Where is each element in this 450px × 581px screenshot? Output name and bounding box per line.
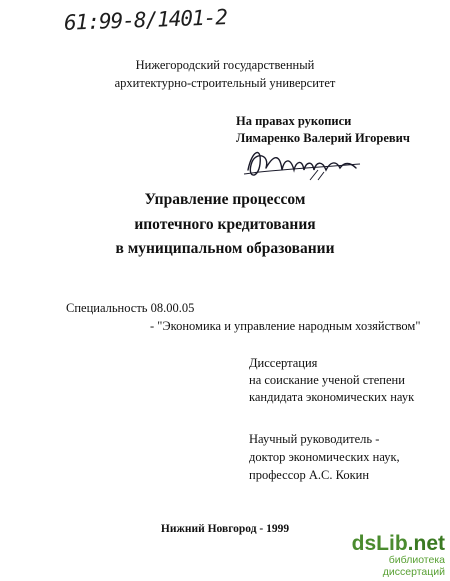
- specialty-code: Специальность 08.00.05: [66, 301, 195, 315]
- degree-line1: на соискание ученой степени: [249, 373, 405, 387]
- dissertation-label: Диссертация: [249, 356, 318, 370]
- thesis-title-line1: Управление процессом: [144, 191, 306, 208]
- supervisor-degree: доктор экономических наук,: [249, 450, 400, 464]
- manuscript-rights: На правах рукописи: [236, 114, 352, 128]
- thesis-title-line3: в муниципальном образовании: [115, 240, 335, 257]
- dslib-watermark[interactable]: [333, 532, 445, 578]
- specialty-name: - "Экономика и управление народным хозяйством": [150, 319, 421, 333]
- author-name: Лимаренко Валерий Игоревич: [236, 131, 410, 145]
- dslib-logo: [333, 532, 445, 556]
- degree-line2: кандидата экономических наук: [249, 390, 415, 404]
- logo-part-net: .net: [407, 532, 445, 555]
- university-name-line2: архитектурно-строительный университет: [114, 76, 336, 90]
- archive-number: 61:99-8/1401-2: [63, 5, 228, 35]
- supervisor-label: Научный руководитель -: [249, 432, 380, 446]
- city-year: Нижний Новгород - 1999: [160, 523, 290, 535]
- author-signature: [240, 140, 370, 186]
- supervisor-name: профессор А.С. Кокин: [249, 468, 370, 482]
- thesis-title-line2: ипотечного кредитования: [134, 216, 316, 233]
- watermark-subtitle: библиотека диссертаций: [382, 554, 445, 578]
- logo-part-dslib: dsLib: [351, 532, 408, 555]
- university-name-line1: Нижегородский государственный: [135, 58, 315, 72]
